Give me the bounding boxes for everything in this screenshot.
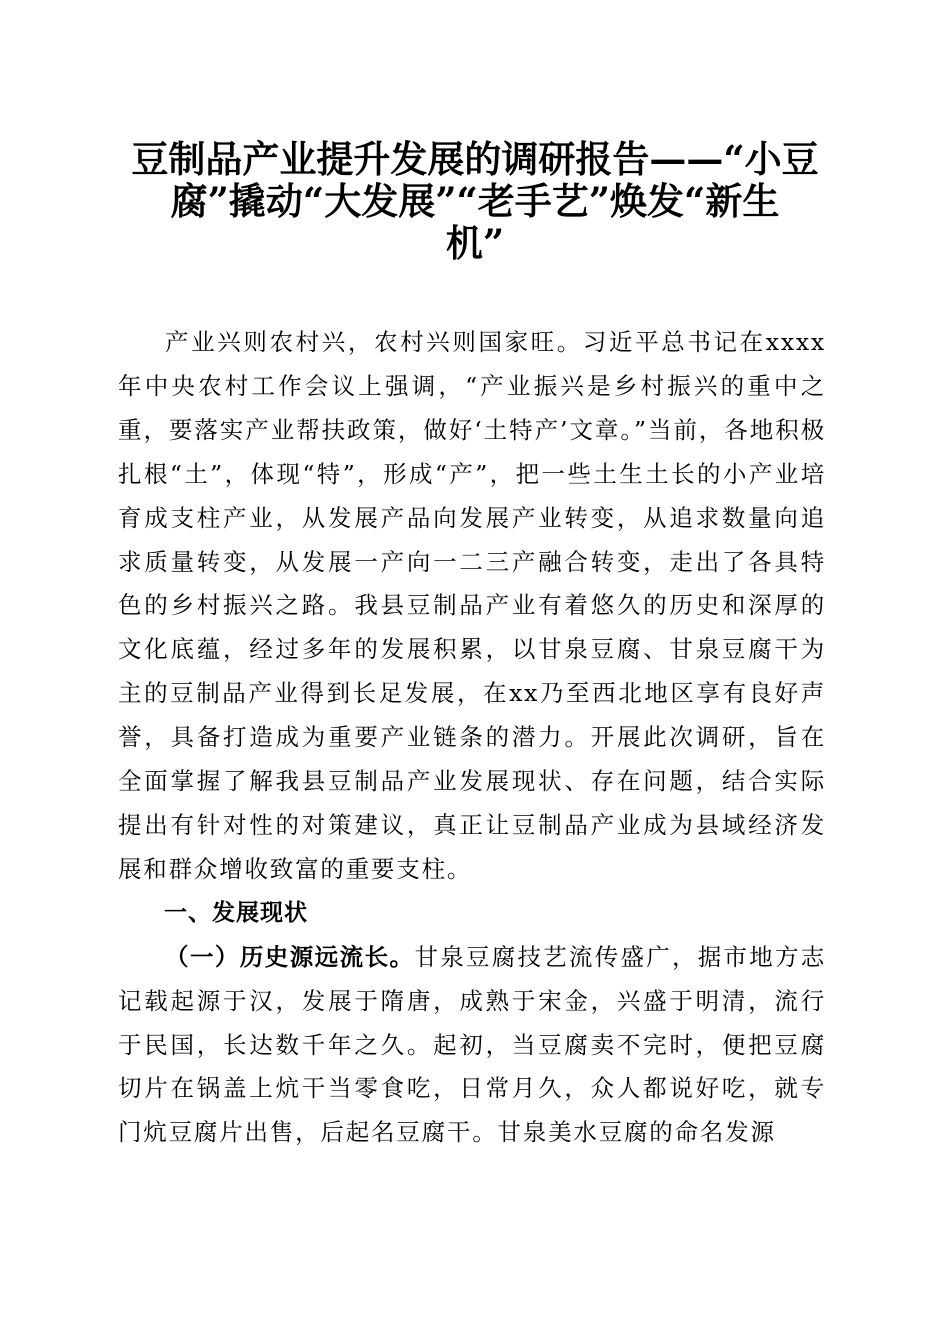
title-line-1: 豆制品产业提升发展的调研报告——“小豆 — [131, 137, 819, 181]
subsection-paragraph — [118, 936, 826, 1156]
title-line-3: 机” — [445, 221, 505, 265]
title-line-2: 腐”撬动“大发展”“老手艺”焕发“新生 — [170, 179, 780, 223]
section-heading: 一、发展现状 — [164, 899, 308, 926]
subsection-text: 甘泉豆腐技艺流传盛广，据市地方志记载起源于汉，发展于隋唐，成熟于宋金，兴盛于明清，流行于民国，长达数千年之久。起初，当豆腐卖不完时，便把豆腐切片在锅盖上炕干当零食吃，日常月久，众人都说好吃，就专门炕豆腐片出售，后起名豆腐干。甘泉美水豆腐的命名发源 — [118, 942, 826, 1147]
intro-paragraph: 产业兴则农村兴，农村兴则国家旺。习近平总书记在xxxx年中央农村工作会议上强调，“产业振兴是乡村振兴的重中之重，要落实产业帮扶政策，做好‘土特产’文章。”当前，各地积极扎根“土”，体现“特”，形成“产”，把一些土生土长的小产业培育成支柱产业，从发展产品向发展产业转变，从追求数量向追求质量转变，从发展一产向一二三产融合转变，走出了各具特色的乡村振兴之路。我县豆制品产业有着悠久的历史和深厚的文化底蕴，经过多年的发展积累，以甘泉豆腐、甘泉豆腐干为主的豆制品产业得到长足发展，在xx乃至西北地区享有良好声誉，具备打造成为重要产业链条的潜力。开展此次调研，旨在全面掌握了解我县豆制品产业发展现状、存在问题，结合实际提出有针对性的对策建议，真正让豆制品产业成为县域经济发展和群众增收致富的重要支柱。 — [118, 328, 826, 883]
subsection-label: （一）历史源远流长。 — [165, 942, 415, 971]
document-body — [118, 321, 826, 1155]
document-title — [118, 138, 832, 264]
